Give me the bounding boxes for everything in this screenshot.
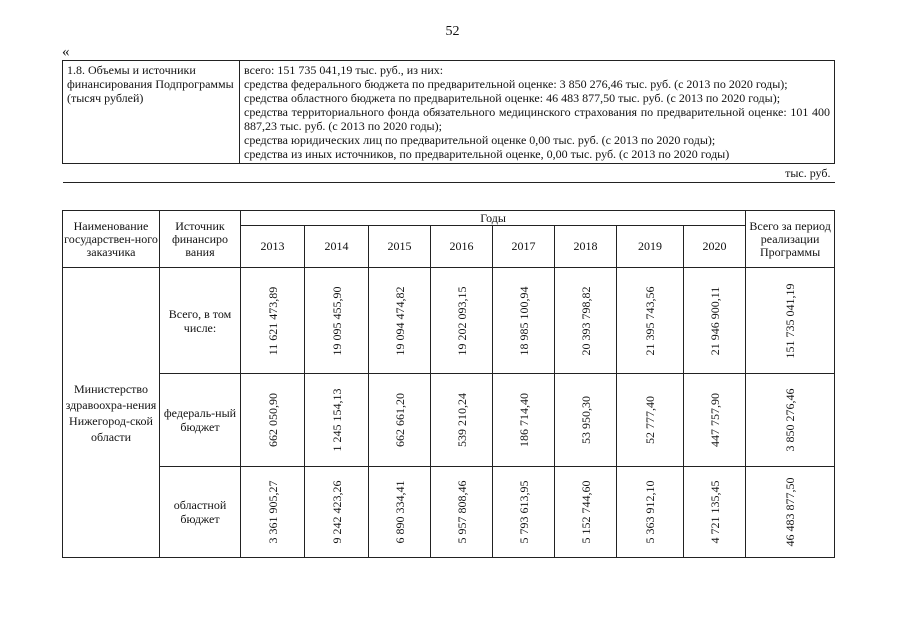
value-cell	[241, 467, 305, 558]
years-header: Годы	[241, 211, 746, 226]
value-text: 186 714,40	[516, 393, 531, 447]
total-cell	[746, 374, 835, 467]
section-label: 1.8. Объемы и источники финансирования Подпрограммы (тысяч рублей)	[63, 61, 240, 164]
summary-line: средства территориального фонда обязательного медицинского страхования по предварительной оценке: 101 400 887,23 тыс. руб. (с 2013 по 2020 годы);	[244, 105, 830, 133]
total-text: 46 483 877,50	[783, 477, 798, 547]
customer-header: Наименование государствен-ного заказчика	[63, 211, 160, 268]
value-text: 20 393 798,82	[578, 286, 593, 355]
total-text: 3 850 276,46	[783, 388, 798, 452]
table-row-total	[63, 268, 835, 374]
value-text: 19 095 455,90	[329, 286, 344, 355]
year-header: 2016	[431, 226, 493, 268]
value-text: 5 793 613,95	[516, 480, 531, 544]
year-header: 2015	[369, 226, 431, 268]
year-header: 2017	[493, 226, 555, 268]
year-header: 2018	[555, 226, 617, 268]
value-text: 6 890 334,41	[392, 480, 407, 544]
summary-row	[63, 61, 835, 164]
funding-summary-table	[62, 60, 835, 183]
value-text: 662 050,90	[265, 393, 280, 447]
value-cell	[369, 374, 431, 467]
value-text: 662 661,20	[392, 393, 407, 447]
value-cell	[555, 467, 617, 558]
value-cell	[431, 467, 493, 558]
value-text: 19 202 093,15	[454, 286, 469, 355]
value-text: 539 210,24	[454, 393, 469, 447]
value-text: 5 957 808,46	[454, 480, 469, 544]
source-label: федераль-ный бюджет	[160, 374, 241, 467]
table-row-federal	[63, 374, 835, 467]
value-cell	[684, 268, 746, 374]
funding-by-year-table	[62, 210, 835, 558]
summary-line: средства федерального бюджета по предварительной оценке: 3 850 276,46 тыс. руб. (с 2013 по 2020 годы);	[244, 77, 788, 91]
value-cell	[369, 467, 431, 558]
value-text: 21 946 900,11	[707, 286, 722, 355]
customer-name: Министерство здравоохра-нения Нижегород-ской области	[63, 268, 160, 558]
value-cell	[493, 268, 555, 374]
value-cell	[305, 268, 369, 374]
year-header: 2013	[241, 226, 305, 268]
value-text: 52 777,40	[643, 396, 657, 444]
value-cell	[305, 467, 369, 558]
value-cell	[617, 268, 684, 374]
summary-line: средства юридических лиц по предварительной оценке 0,00 тыс. руб. (с 2013 по 2020 годы);	[244, 133, 716, 147]
year-header: 2014	[305, 226, 369, 268]
value-text: 447 757,90	[707, 393, 722, 447]
value-text: 53 950,30	[578, 396, 593, 444]
value-cell	[617, 374, 684, 467]
value-text: 11 621 473,89	[265, 286, 280, 355]
value-cell	[241, 374, 305, 467]
value-text: 4 721 135,45	[707, 480, 722, 544]
total-cell	[746, 467, 835, 558]
value-text: 1 245 154,13	[329, 388, 344, 452]
value-cell	[305, 374, 369, 467]
summary-line: средства областного бюджета по предварительной оценке: 46 483 877,50 тыс. руб. (с 2013 по 2020 годы);	[244, 91, 781, 105]
summary-line: всего: 151 735 041,19 тыс. руб., из них:	[244, 63, 444, 77]
value-text: 5 152 744,60	[578, 480, 593, 544]
header-row	[63, 211, 835, 226]
value-cell	[555, 268, 617, 374]
value-cell	[431, 268, 493, 374]
table-row-regional	[63, 467, 835, 558]
value-cell	[555, 374, 617, 467]
unit-row	[63, 164, 835, 183]
year-header: 2020	[684, 226, 746, 268]
value-cell	[431, 374, 493, 467]
value-text: 18 985 100,94	[516, 286, 531, 355]
value-text: 3 361 905,27	[265, 480, 280, 544]
total-header: Всего за период реализации Программы	[746, 211, 835, 268]
page-number: 52	[445, 24, 460, 39]
value-text: 21 395 743,56	[643, 286, 657, 355]
source-label: Всего, в том числе:	[160, 268, 241, 374]
value-cell	[369, 268, 431, 374]
summary-line: средства из иных источников, по предварительной оценке, 0,00 тыс. руб. (с 2013 по 2020 годы)	[244, 147, 730, 161]
value-cell	[617, 467, 684, 558]
source-header: Источник финансиро вания	[160, 211, 241, 268]
value-cell	[493, 374, 555, 467]
value-cell	[684, 467, 746, 558]
value-text: 5 363 912,10	[643, 480, 657, 544]
funding-summary-text	[240, 61, 835, 164]
source-label: областной бюджет	[160, 467, 241, 558]
value-text: 9 242 423,26	[329, 480, 344, 544]
value-cell	[493, 467, 555, 558]
year-header: 2019	[617, 226, 684, 268]
opening-quote-mark: «	[62, 44, 70, 60]
total-text: 151 735 041,19	[783, 283, 798, 358]
unit-label: тыс. руб.	[63, 164, 835, 183]
value-cell	[241, 268, 305, 374]
total-cell	[746, 268, 835, 374]
value-text: 19 094 474,82	[392, 286, 407, 355]
value-cell	[684, 374, 746, 467]
